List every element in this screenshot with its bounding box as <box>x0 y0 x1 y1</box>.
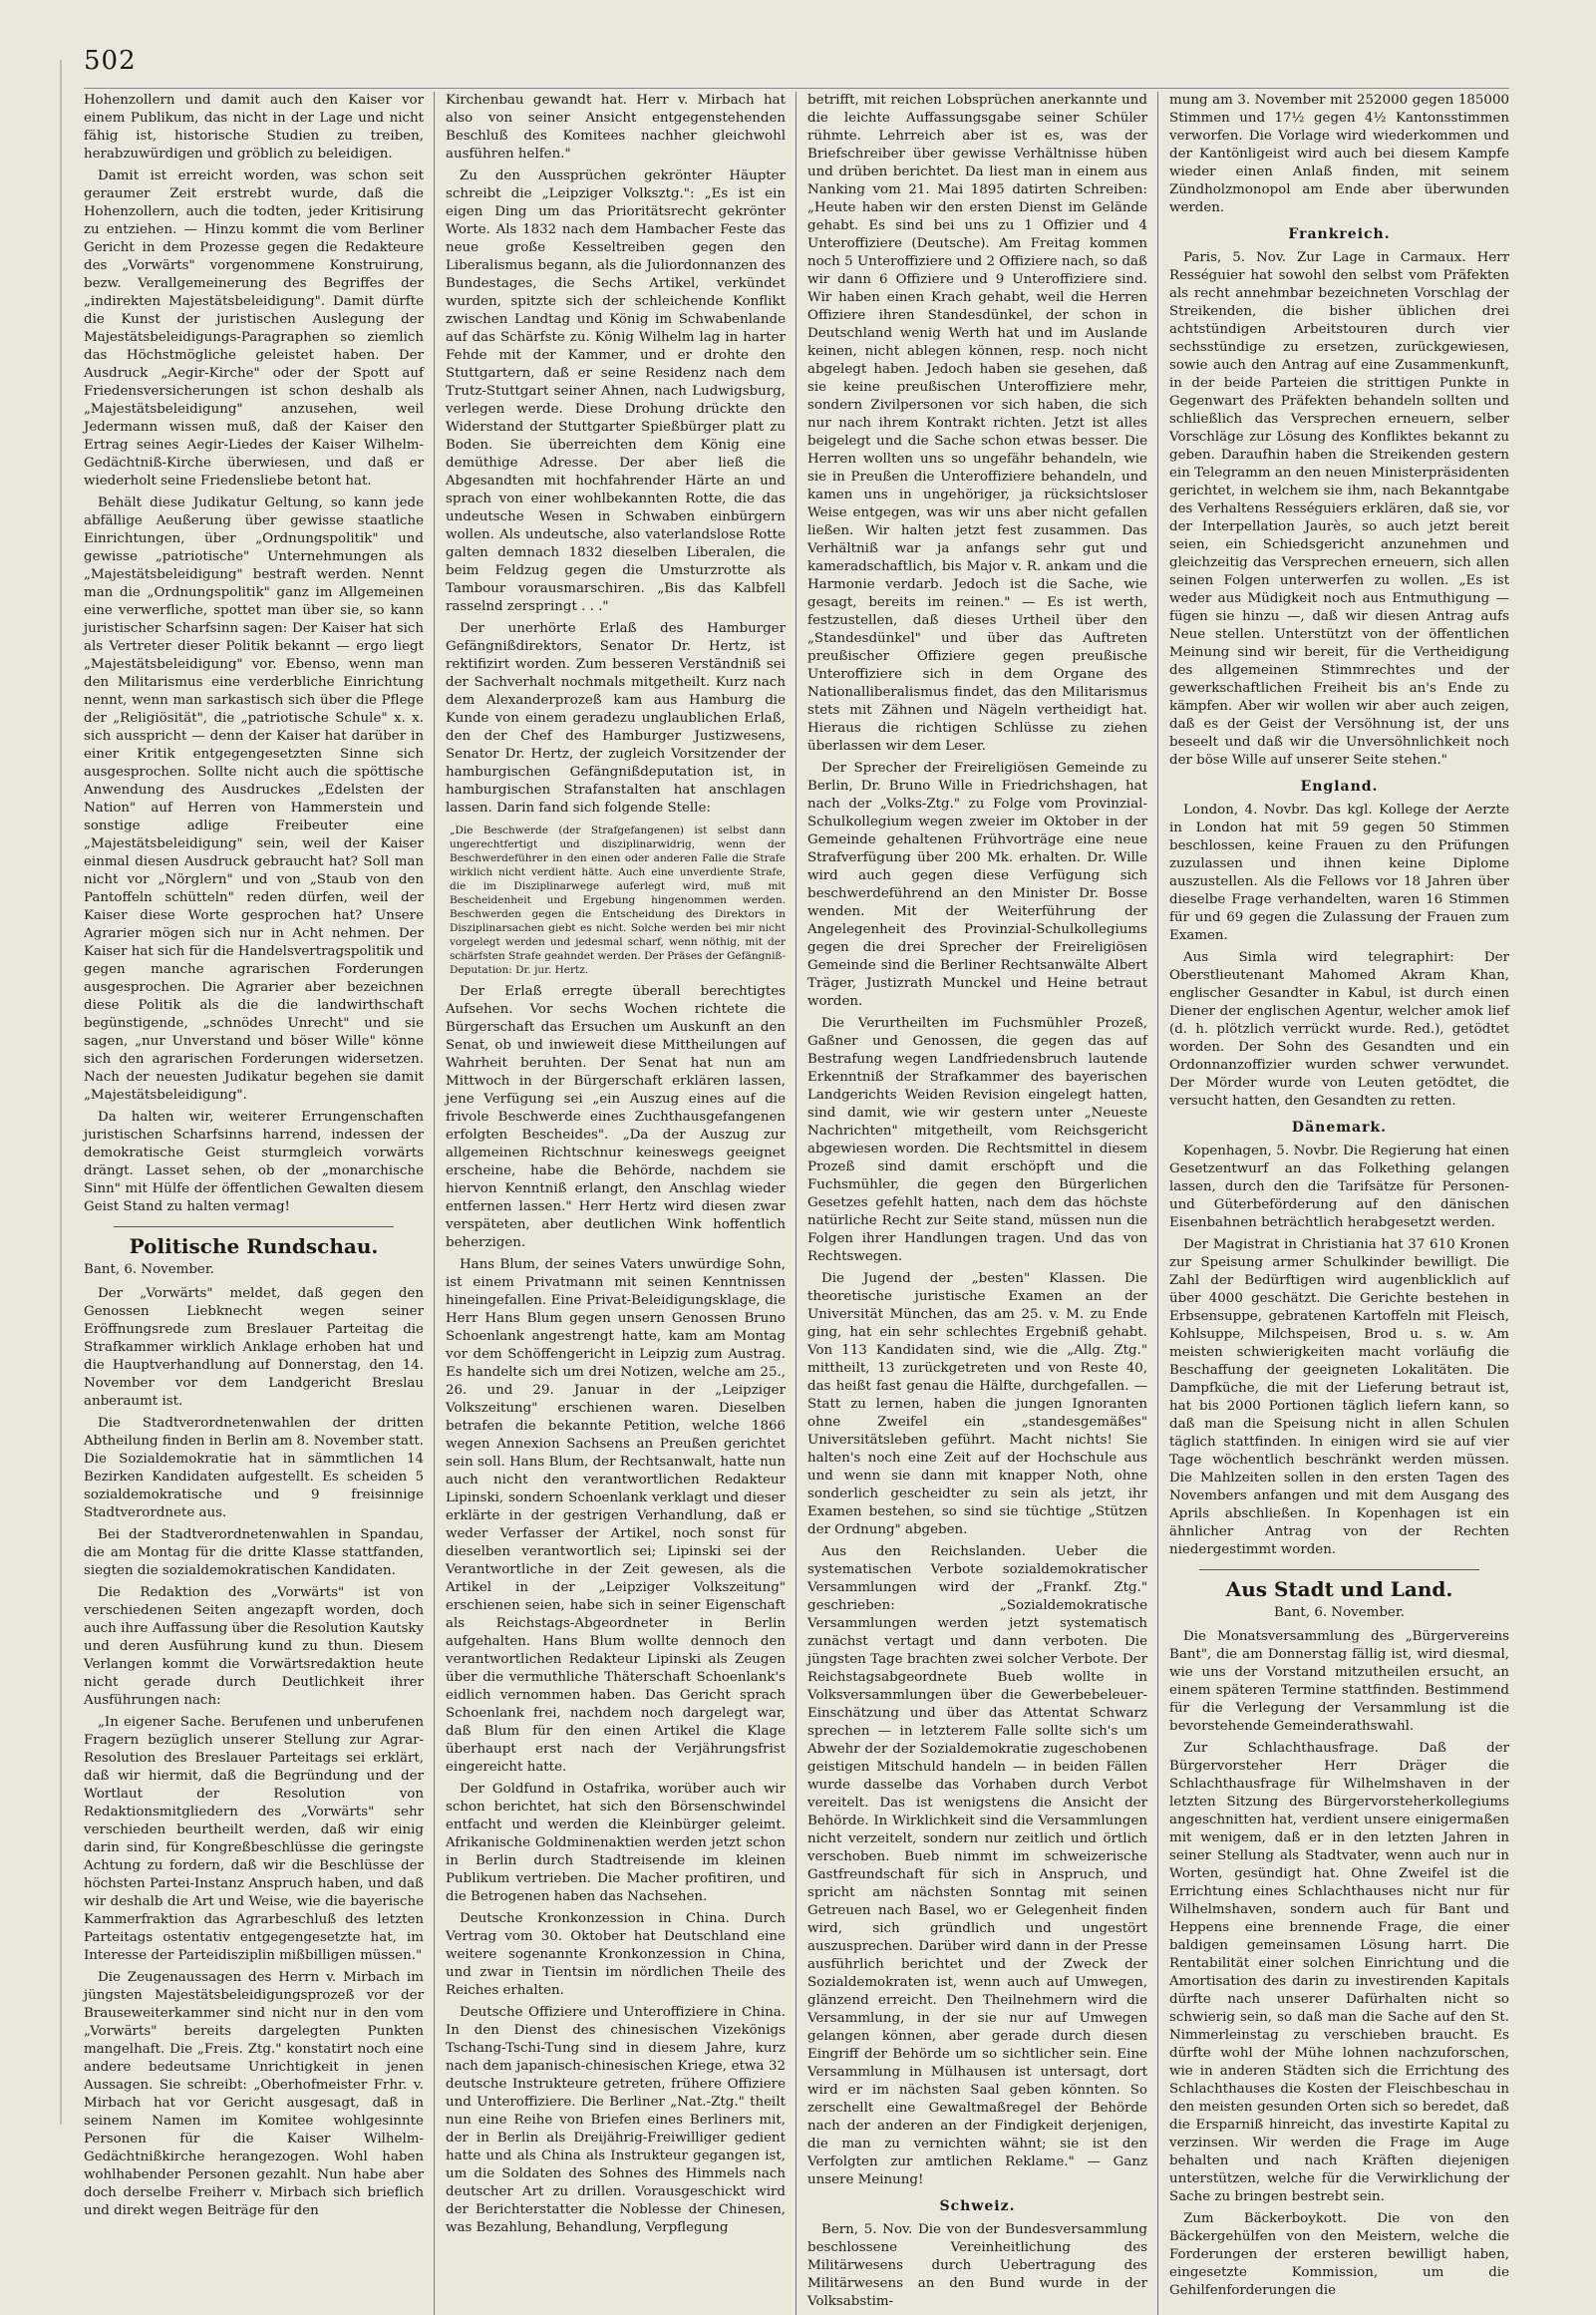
paragraph: Zur Schlachthausfrage. Daß der Bürgervorsteher Herr Dräger die Schlachthausfrage für Wilhelmshaven in der letzten Sitzung des Bürgervorsteherkollegiums angeschnitten hat, verdient unsere einigermaßen mit wenigem, daß er in den letzten Jahren in seiner Stellung als Stadtvater, wenn auch nur in Worten, gesündigt hat. Ohne Zweifel ist die Errichtung eines Schlachthauses nicht nur für Wilhelmshaven, sondern auch für Bant und Heppens eine brennende Frage, die einer baldigen gemeinsamen Lösung harrt. Die Rentabilität einer solchen Einrichtung und die Amortisation des darin zu investirenden Kapitals dürfte nach unserer Dafürhalten nicht so schwierig sein, so daß man die Sache auf den St. Nimmerleinstag zu verschieben braucht. Es dürfte wohl der Mühe lohnen nachzuforschen, wie in anderen Städten sich die Errichtung des Schlachthauses die Kosten der Fleischbeschau in den meisten gesunden Orten sich so beredet, daß die Ersparniß hinreicht, das investirte Kapital zu verzinsen. Wir werden die Frage im Auge behalten und nach Kräften diejenigen unterstützen, welche für die Verwirklichung der Sache zu bringen bestrebt sein. <box>1169 1741 1509 2204</box>
paragraph: Aus Simla wird telegraphirt: Der Oberstlieutenant Mahomed Akram Khan, englischer Gesandter in Kabul, ist durch einen Diener der englischen Agentur, welcher amok lief (d. h. plötzlich verrückt wurde. Red.), getödtet worden. Der Sohn des Gesandten und ein Ordonnanzoffizier wurden schwer verwundet. Der Mörder wurde von Leuten getödtet, die versucht hatten, den Gesandten zu retten. <box>1169 950 1509 1109</box>
paragraph: Bei der Stadtverordnetenwahlen in Spandau, die am Montag für die dritte Klasse stattfanden, siegten die sozialdemokratischen Kandidaten. <box>84 1527 424 1578</box>
paragraph: Die Zeugenaussagen des Herrn v. Mirbach im jüngsten Majestätsbeleidigungsprozeß vor der Brauseweiterkammer sind nicht nur in den vom „Vorwärts" bereits dargelegten Punkten mangelhaft. Die „Freis. Ztg." konstatirt noch eine andere bedeutsame Unrichtigkeit in jenen Aussagen. Sie schreibt: „Oberhofmeister Frhr. v. Mirbach hat vor Gericht ausgesagt, daß in seinem Namen im Komitee wohlgesinnte Personen für die Kaiser Wilhelm-Gedächtnißkirche herangezogen. Wohl haben wohlhabender Personen gezahlt. Nun habe aber doch derselbe Freiherr v. Mirbach sich brieflich und direkt wegen Beiträge für den <box>84 1970 424 2218</box>
column-2 <box>446 92 786 2315</box>
paragraph: Deutsche Offiziere und Unteroffiziere in China. In den Dienst des chinesischen Vizekönigs Tschang-Tschi-Tung sind in diesem Jahre, kurz nach dem japanisch-chinesischen Kriege, etwa 32 deutsche Instrukteure getreten, frühere Offiziere und Unteroffiziere. Die Berliner „Nat.-Ztg." theilt nun eine Reihe von Briefen eines Berliners mit, der in Berlin als Dreijährig-Freiwilliger gedient hatte und als China als Instrukteur gegangen ist, um die Soldaten des Sohnes des Himmels nach deutscher Art zu drillen. Vorausgeschickt wird der Berichterstatter die Noblesse der Chinesen, was Bezahlung, Behandlung, Verpflegung <box>446 2005 786 2235</box>
page-edge-left <box>60 60 62 2125</box>
column-4 <box>1169 92 1509 2315</box>
paragraph: Deutsche Kronkonzession in China. Durch Vertrag vom 30. Oktober hat Deutschland eine weitere sogenannte Kronkonzession in China, und zwar in Tientsin im nördlichen Theile des Reiches erhalten. <box>446 1911 786 1998</box>
paragraph: Aus den Reichslanden. Ueber die systematischen Verbote sozialdemokratischer Versammlungen wird der „Frankf. Ztg." geschrieben: „Sozialdemokratische Versammlungen werden jetzt systematisch zunächst vertagt und dann verboten. Die jüngsten Tage brachten zwei solcher Verbote. Der Reichstagsabgeordnete Bueb wollte in Volksversammlungen über die Gewerbebeleuer-Einschätzung und über das Attentat Schwarz sprechen — in letzterem Falle sollte sich's um Abwehr der der Sozialdemokratie zugeschobenen geistigen Mitschuld handeln — in beiden Fällen wurde dasselbe das Vorhaben durch Verbot vereitelt. Das ist wenigstens die Ansicht der Behörde. In Wirklichkeit sind die Versammlungen nicht verzeitelt, sondern nur zeitlich und örtlich verschoben. Bueb nimmt im schweizerische Gastfreundschaft für sich in Anspruch, und spricht am nächsten Sonntag mit seinen Getreuen nach Basel, wo er Gelegenheit finden wird, sich gründlich und ungestört auszusprechen. Darüber wird dann in der Presse ausführlich berichtet und der Zweck der Sozialdemokraten ist, wenn auch auf Umwegen, glänzend erreicht. Den Theilnehmern wird die Versammlung, in der sie nur auf Umwegen gelangen können, aber gerade durch diesen Eingriff der Behörde um so sichtlicher sein. Eine Versammlung in Mülhausen ist untersagt, dort wird er im nächsten Saal geben könnten. So zerschellt eine Gewaltmaßregel der Behörde nach der anderen an der Findigkeit derjenigen, die man zu vernichten wähnt; sie ist den Verfolgten zur amtlichen Reklame." — Ganz unsere Meinung! <box>807 1544 1147 2187</box>
paragraph: Die Verurtheilten im Fuchsmühler Prozeß, Gaßner und Genossen, die gegen das auf Bestrafung wegen Landfriedensbruch lautende Erkenntniß der Strafkammer des bayerischen Landgerichts Weiden Revision eingelegt hatten, sind damit, wie wir gestern unter „Neueste Nachrichten" mitgetheilt, vom Reichsgericht abgewiesen worden. Die Rechtsmittel in diesem Prozeß sind damit erschöpft und die Fuchsmühler, die gegen den Bürgerlichen Gesetzes gefehlt hatten, nach dem das höchste natürliche Recht zur Seite stand, müssen nun die Folgen ihrer Handlungen tragen. Und das von Rechtswegen. <box>807 1016 1147 1264</box>
paragraph: Der „Vorwärts" meldet, daß gegen den Genossen Liebknecht wegen seiner Eröffnungsrede zum Breslauer Parteitag die Strafkammer wirklich Anklage erhoben hat und die Hauptverhandlung auf Donnerstag, den 14. November vor dem Landgericht Breslau anberaumt ist. <box>84 1286 424 1409</box>
paragraph: Hohenzollern und damit auch den Kaiser vor einem Publikum, das nicht in der Lage und nicht fähig ist, historische Studien zu treiben, herabzuwürdigen und gröblich zu beleidigen. <box>84 93 424 162</box>
paragraph: Bern, 5. Nov. Die von der Bundesversammlung beschlossene Vereinheitlichung des Militärwesens durch Uebertragung des Militärwesens an den Bund wurde in der Volksabstim- <box>807 2222 1147 2309</box>
paragraph: Damit ist erreicht worden, was schon seit geraumer Zeit erstrebt wurde, daß die Hohenzollern, auch die todten, jeder Kritisirung zu entziehen. — Hinzu kommt die vom Berliner Gericht in dem Prozesse gegen die Redakteure des „Vorwärts" vorgenommene Konstruirung, bezw. Verallgemeinerung des Begriffes der „indirekten Majestätsbeleidigung". Damit dürfte die Kunst der juristischen Auslegung der Majestätsbeleidigungs-Paragraphen so ziemlich das Höchstmögliche geleistet haben. Der Ausdruck „Aegir-Kirche" oder der Spott auf Friedensversicherungen ist schon deshalb als „Majestätsbeleidigung" anzusehen, weil Jedermann wissen muß, daß der Kaiser den Ertrag seines Aegir-Liedes der Kaiser Wilhelm-Gedächtniß-Kirche überwiesen, und daß er wiederholt seine Friedensliebe betont hat. <box>84 168 424 489</box>
paragraph: betrifft, mit reichen Lobsprüchen anerkannte und die leichte Auffassungsgabe seiner Schüler rühmte. Lehrreich aber ist es, was der Briefschreiber über gewisse Verhältnisse hüben und drüben berichtet. Da liest man in einem aus Nanking vom 21. Mai 1895 datirten Schreiben: „Heute haben wir den ersten Dienst im Gelände gehabt. Es sind bei uns zu 1 Offizier und 4 Unteroffiziere (Deutsche). Am Freitag kommen noch 5 Unteroffiziere und 2 Offiziere nach, so daß wir dann 6 Offiziere und 9 Unteroffiziere sind. Wir haben einen Krach gehabt, weil die Herren Offiziere ihren Standesdünkel, der schon in Deutschland wenig Werth hat und im Auslande keinen, nicht ablegen können, resp. noch nicht abgelegt haben. Jedoch haben sie gesehen, daß sie keine preußischen Unteroffiziere mehr, sondern Zivilpersonen vor sich haben, die sich nur nach ihrem Kontrakt richten. Jetzt ist alles beigelegt und die Sache schon etwas besser. Die Herren wollten uns so ungefähr behandeln, wie sie in Preußen die Unteroffiziere behandeln, und kamen uns in ungehöriger, ja rücksichtsloser Weise entgegen, was wir uns aber nicht gefallen ließen. Wir halten jetzt fest zusammen. Das Verhältniß war ja anfangs sehr gut und kameradschaftlich, bis Major v. R. ankam und die Harmonie verdarb. Jedoch ist die Sache, wie gesagt, bereits im reinen." — Es ist werth, festzustellen, daß dieses Urtheil über den „Standesdünkel" und über das Auftreten preußischer Offiziere gegen preußische Unteroffiziere sich in dem Organe des Nationalliberalismus findet, das den Militarismus stets mit Zähnen und Nägeln vertheidigt hat. Hieraus die richtigen Schlüsse zu ziehen überlassen wir dem Leser. <box>807 93 1147 754</box>
paragraph: Die Monatsversammlung des „Bürgervereins Bant", die am Donnerstag fällig ist, wird diesmal, wie uns der Vorstand mitzutheilen ersucht, an einem späteren Termine stattfinden. Bestimmend für die Verlegung der Versammlung ist die bevorstehende Gemeinderathswahl. <box>1169 1629 1509 1734</box>
paragraph: Zum Bäckerboykott. Die von den Bäckergehülfen von den Meistern, welche die Forderungen der ersteren bewilligt haben, eingesetzte Kommission, um die Gehilfenforderungen die <box>1169 2211 1509 2298</box>
paragraph: „In eigener Sache. Berufenen und unberufenen Fragern bezüglich unserer Stellung zur Agrar-Resolution des Breslauer Parteitags sei erklärt, daß wir hiermit, daß die Begründung und der Wortlaut der Resolution von Redaktionsmitgliedern des „Vorwärts" sehr verschieden beurtheilt werden, daß wir einig darin sind, für Kongreßbeschlüsse die geringste Achtung zu fordern, daß wir die Beschlüsse der höchsten Partei-Instanz Anspruch haben, und daß wir deshalb die Art und Weise, wie die bayerische Kammerfraktion das Agrarbeschluß des letzten Parteitags ostentativ entgegengesetzte hat, im Interesse der Parteidisziplin mißbilligen müssen." <box>84 1715 424 1963</box>
dateline: Bant, 6. November. <box>84 1262 215 1277</box>
section-heading-schweiz: Schweiz. <box>939 2198 1016 2214</box>
quoted-decree: „Die Beschwerde (der Strafgefangenen) ist selbst dann ungerechtfertigt und disziplinarwidrig, wenn der Beschwerdeführer in den einen oder anderen Falle die Strafe wirklich nicht verdient hätte. Auch eine unverdiente Strafe, die im Disziplinarwege auferlegt wird, muß mit Bescheidenheit und Ergebung hingenommen werden. Beschwerden gegen die Entscheidung des Direktors in Disziplinarsachen giebt es nicht. Solche werden bei mir nicht vorgelegt werden und jedesmal scharf, wenn nöthig, mit der schärfsten Strafe geahndet werden. Der Präses der Gefängniß-Deputation: Dr. jur. Hertz. <box>450 825 786 976</box>
section-heading-daenemark: Dänemark. <box>1291 1120 1388 1136</box>
paragraph: Die Stadtverordnetenwahlen der dritten Abtheilung finden in Berlin am 8. November statt. Die Sozialdemokratie hat in sämmtlichen 14 Bezirken Kandidaten aufgestellt. Es scheiden 5 sozialdemokratische und 9 freisinnige Stadtverordnete aus. <box>84 1416 424 1520</box>
section-divider <box>1199 1569 1479 1570</box>
dateline: Bant, 6. November. <box>1273 1605 1406 1620</box>
paragraph: mung am 3. November mit 252000 gegen 185000 Stimmen und 17½ gegen 4½ Kantonsstimmen verworfen. Die Vorlage wird wiederkommen und der Kantönligeist wird auch bei diesem Kampfe wieder einen Anlaß finden, mit seinem Zündholzmonopol am Ende aber überwunden werden. <box>1169 93 1509 215</box>
paragraph: Hans Blum, der seines Vaters unwürdige Sohn, ist einem Privatmann mit seinen Kenntnissen hineingefallen. Eine Privat-Beleidigungsklage, die Herr Hans Blum gegen unsern Genossen Bruno Schoenlank angestrengt hatte, kam am Montag vor dem Schöffengericht in Leipzig zum Austrag. Es handelte sich um drei Notizen, welche am 25., 26. und 29. Januar in der „Leipziger Volkszeitung" erschienen waren. Dieselben betrafen die bekannte Petition, welche 1866 wegen Annexion Sachsens an Preußen gerichtet sein soll. Hans Blum, der Rechtsanwalt, hatte nun auch nicht den verantwortlichen Redakteur Lipinski, sondern Schoenlank verklagt und dieser erklärte in der gestrigen Verhandlung, daß er weder Verfasser der Artikel, noch sonst für dieselben verantwortlich sei; Lipinski sei der Verantwortliche in der Zeit gewesen, als die Artikel in der „Leipziger Volkszeitung" erschienen seien, habe sich in seiner Eigenschaft als Reichstags-Abgeordneter in Berlin aufgehalten. Hans Blum wollte dennoch den verantwortlichen Redakteur Lipinski als Zeugen über die vermuthliche Thäterschaft Schoenlank's eidlich vernommen haben. Das Gericht sprach Schoenlank frei, nachdem noch dargelegt war, daß Blum für den einen Artikel die Klage überhaupt erst nach der Verjährungsfrist eingereicht hatte. <box>446 1257 786 1775</box>
paragraph: Kopenhagen, 5. Novbr. Die Regierung hat einen Gesetzentwurf an das Folkething gelangen lassen, durch den die Tarifsätze für Personen- und Güterbeförderung auf den dänischen Eisenbahnen beträchtlich herabgesetzt werden. <box>1169 1144 1509 1230</box>
paragraph: Behält diese Judikatur Geltung, so kann jede abfällige Aeußerung über gewisse staatliche Einrichtungen, über „Ordnungspolitik" und gewisse „patriotische" Unternehmungen als „Majestätsbeleidigung" bestraft werden. Nennt man die „Ordnungspolitik" ganz im Allgemeinen eine verwerfliche, spottet man über sie, so kann juristischer Scharfsinn sagen: Der Kaiser hat sich als Vertreter dieser Politik bekannt — ergo liegt „Majestätsbeleidigung" vor. Ebenso, wenn man den Militarismus eine verderbliche Einrichtung nennt, wenn man sarkastisch sich über die Pflege der „Religiösität", die „patriotische Schule" x. x. sich ausspricht — denn der Kaiser hat darüber in einer Kritik entgegengesetzten Sinne sich ausgesprochen. Sollte nicht auch die spöttische Anwendung des Ausdruckes „Edelsten der Nation" auf Herren von Hammerstein und sonstige adlige Freibeuter eine „Majestätsbeleidigung" sein, weil der Kaiser einmal diesen Ausdruck gebraucht hat? Soll man nicht vor „Nörglern" und von „Staub von den Pantoffeln schütteln" reden dürfen, weil der Kaiser diese Worte gesprochen hat? Unsere Agrarier mögen sich nur in Acht nehmen. Der Kaiser hat sich für die Handelsvertragspolitik und gegen manche agrarischen Forderungen ausgesprochen. Die Agrarier aber bezeichnen diese Politik als die die landwirthschaft begünstigende, „schnödes Unrecht" und sie sagen, „nur Unverstand und böser Wille" könne sich den agrarischen Forderungen widersetzen. Nach der neuesten Judikatur begehen sie damit „Majestätsbeleidigung". <box>84 496 424 1103</box>
paragraph: Da halten wir, weiterer Errungenschaften juristischen Scharfsinns harrend, indessen der demokratische Geist sturmgleich vorwärts drängt. Lasset sehen, ob der „monarchische Sinn" mit Hülfe der öffentlichen Gewalten diesem Geist Stand zu halten vermag! <box>84 1110 424 1214</box>
section-heading-politische-rundschau: Politische Rundschau. <box>129 1234 379 1258</box>
paragraph: Die Redaktion des „Vorwärts" ist von verschiedenen Seiten angezapft worden, doch auch ihre Auffassung über die Resolution Kautsky und deren Ausführung kund zu thun. Diesem Verlangen kommt die Vorwärtsredaktion heute nicht gerade durch Deutlichkeit ihrer Ausführungen nach: <box>84 1585 424 1708</box>
section-heading-england: England. <box>1300 779 1379 795</box>
newspaper-columns <box>84 92 1509 2309</box>
section-heading-aus-stadt-und-land: Aus Stadt und Land. <box>1225 1577 1453 1601</box>
header-rule <box>84 88 1509 89</box>
section-divider <box>114 1226 394 1227</box>
paragraph: London, 4. Novbr. Das kgl. Kollege der Aerzte in London hat mit 59 gegen 50 Stimmen beschlossen, keine Frauen zu den Prüfungen zuzulassen und ihnen keine Diplome auszustellen. Als die Fellows vor 18 Jahren über dieselbe Frage verhandelten, waren 16 Stimmen für und 69 gegen die Zulassung der Frauen zum Examen. <box>1169 803 1509 943</box>
paragraph: Zu den Aussprüchen gekrönter Häupter schreibt die „Leipziger Volksztg.": „Es ist ein eigen Ding um das Prioritätsrecht gekrönter Worte. Als 1832 nach dem Hambacher Feste das neue große Kesseltreiben gegen den Liberalismus begann, als die Juliordonnanzen des Bundestages, die Sechs Artikel, verkündet wurden, spitzte sich der schleichende Konflikt zwischen Landtag und König im Schwabenlande auf das Schärfste zu. König Wilhelm lag in harter Fehde mit der Kammer, und er drohte den Stuttgartern, daß er seine Residenz nach dem Trutz-Stuttgart seiner Ahnen, nach Ludwigsburg, verlegen werde. Diese Drohung drückte den Widerstand der Stuttgarter Spießbürger platt zu Boden. Sie überreichten dem König eine demüthige Adresse. Der aber ließ die Abgesandten mit hochfahrender Härte an und sprach von einer wohlbekannten Rotte, die das undeutsche Wesen in Schwaben einbürgern wollen. Als undeutsche, also vaterlandslose Rotte galten demnach 1832 dieselben Liberalen, die beim Feldzug gegen die Umsturzrotte als Tambour vorausmarschiren. „Bis das Kalbfell rasselnd zerspringt . . ." <box>446 168 786 614</box>
paragraph: Der Erlaß erregte überall berechtigtes Aufsehen. Vor sechs Wochen richtete die Bürgerschaft das Ersuchen um Auskunft an den Senat, ob und inwieweit diese Mittheilungen auf Wahrheit beruhten. Der Senat hat nun am Mittwoch in der Bürgerschaft erklären lassen, jene Verfügung sei „ein Auszug eines auf die frivole Beschwerde eines Zuchthausgefangenen erfolgten Bescheides". „Da der Auszug zur allgemeinen Richtschnur keineswegs geeignet erscheine, habe die Behörde, nachdem sie hiervon Kenntniß erlangt, den Anschlag wieder entfernen lassen." Herr Hertz wird diesen zwar verspäteten, aber deutlichen Wink hoffentlich beherzigen. <box>446 984 786 1250</box>
column-3 <box>807 92 1147 2315</box>
paragraph: Der Goldfund in Ostafrika, worüber auch wir schon berichtet, hat sich den Börsenschwindel entfacht und werden die Kleinbürger geleimt. Afrikanische Goldminenaktien werden jetzt schon in Berlin durch Stadtreisende im kleinen Publikum vertrieben. Die Macher profitiren, und die Betrogenen haben das Nachsehen. <box>446 1782 786 1904</box>
paragraph: Kirchenbau gewandt hat. Herr v. Mirbach hat also von seiner Ansicht entgegenstehenden Beschluß des Komitees nachher gleichwohl ausführen helfen." <box>446 93 786 162</box>
paragraph: Die Jugend der „besten" Klassen. Die theoretische juristische Examen an der Universität München, das am 25. v. M. zu Ende ging, hat ein sehr schlechtes Ergebniß gehabt. Von 113 Kandidaten sind, wie die „Allg. Ztg." mittheilt, 13 zurückgetreten und von Reste 40, das heißt fast genau die Hälfte, durchgefallen. — Statt zu lernen, haben die jungen Ignoranten ohne Zweifel ein „standesgemäßes" Universitätsleben geführt. Macht nichts! Sie halten's noch eine Zeit auf der Hochschule aus und wenn sie dann mit knapper Noth, ohne sonderlich gescheidter zu sein als jetzt, ihr Examen bestehen, so sind sie tüchtige „Stützen der Ordnung" abgeben. <box>807 1271 1147 1537</box>
section-heading-frankreich: Frankreich. <box>1288 226 1391 242</box>
paragraph: Paris, 5. Nov. Zur Lage in Carmaux. Herr Rességuier hat sowohl den selbst vom Präfekten als recht annehmbar bezeichneten Vorschlag der Streikenden, die bisher üblichen drei achtstündigen Arbeitstouren durch vier sechsstündige zu ersetzen, zurückgewiesen, sowie auch den Antrag auf eine Zusammenkunft, in der beide Parteien die strittigen Punkte in Gegenwart des Präfekten behandeln sollten und schließlich das Versprechen erneuern, selber Vorschläge zur Lösung des Konfliktes bekannt zu geben. Daraufhin haben die Streikenden gestern ein Telegramm an den neuen Ministerpräsidenten gerichtet, in welchem sie ihm, nach Bekanntgabe des Verhaltens Rességuiers erklären, daß sie, vor der Interpellation Jaurès, so auch jetzt bereit seien, ein Schiedsgericht anzunehmen und gleichzeitig das Versprechen erneuern, sich allen seinen Folgen unterwerfen zu wollen. „Es ist weder aus Müdigkeit noch aus Entmuthigung — fügen sie hinzu —, daß wir diesen Antrag aufs Neue stellen. Unterstützt von der öffentlichen Meinung sind wir bereit, für die Vertheidigung des allgemeinen Stimmrechtes und der gewerkschaftlichen Freiheit bis an's Ende zu kämpfen. Aber wir wollen wir aber auch zeigen, daß es der Geist der Versöhnung ist, der uns beseelt und daß wir die Unversöhnlichkeit noch der böse Wille auf unserer Seite stehen." <box>1169 250 1509 768</box>
paragraph: Der unerhörte Erlaß des Hamburger Gefängnißdirektors, Senator Dr. Hertz, ist rektifizirt worden. Zum besseren Verständniß sei der Sachverhalt nochmals mitgetheilt. Kurz nach dem Alexanderprozeß kam aus Hamburg die Kunde von einem geradezu unglaublichen Erlaß, den der Chef des Hamburger Justizwesens, Senator Dr. Hertz, der zugleich Vorsitzender der hamburgischen Gefängnißdeputation ist, in hamburgischen Strafanstalten hat anschlagen lassen. Darin fand sich folgende Stelle: <box>446 621 786 816</box>
page-number: 502 <box>84 46 137 76</box>
paragraph: Der Magistrat in Christiania hat 37 610 Kronen zur Speisung armer Schulkinder bewilligt. Die Zahl der Bedürftigen wird augenblicklich auf über 4000 geschätzt. Die Gerichte bestehen in Erbsensuppe, gebratenen Kartoffeln mit Fleisch, Kohlsuppe, Milchspeisen, Brod u. s. w. Am meisten schwierigkeiten macht vorläufig die Beschaffung der geeigneten Lokalitäten. Die Dampfküche, die mit der Lieferung betraut ist, hat bis 2000 Portionen täglich liefern kann, so daß man die Speisung nicht in allen Schulen täglich stattfinden. In einigen wird sie auf vier Tage wöchentlich beschränkt werden müssen. Die Mahlzeiten sollen in den ersten Tagen des Novembers anfangen und mit dem Ausgang des Aprils abschließen. In Kopenhagen ist ein ähnlicher Antrag von der Rechten niedergestimmt worden. <box>1169 1237 1509 1557</box>
column-1 <box>84 92 424 2315</box>
paragraph: Der Sprecher der Freireligiösen Gemeinde zu Berlin, Dr. Bruno Wille in Friedrichshagen, hat nach der „Volks-Ztg." zu Folge vom Provinzial-Schulkollegium wegen zweier im Oktober in der Gemeinde gehaltenen Frühvorträge eine neue Strafverfügung über 200 Mk. erhalten. Dr. Wille wird auch gegen diese Verfügung sich beschwerdeführend an den Minister Dr. Bosse wenden. Mit der Weiterführung der Angelegenheit des Provinzial-Schulkollegiums gegen die drei Sprecher der Freireligiösen Gemeinde sind die Berliner Rechtsanwälte Albert Träger, Justizrath Munckel und Heine betraut worden. <box>807 761 1147 1009</box>
